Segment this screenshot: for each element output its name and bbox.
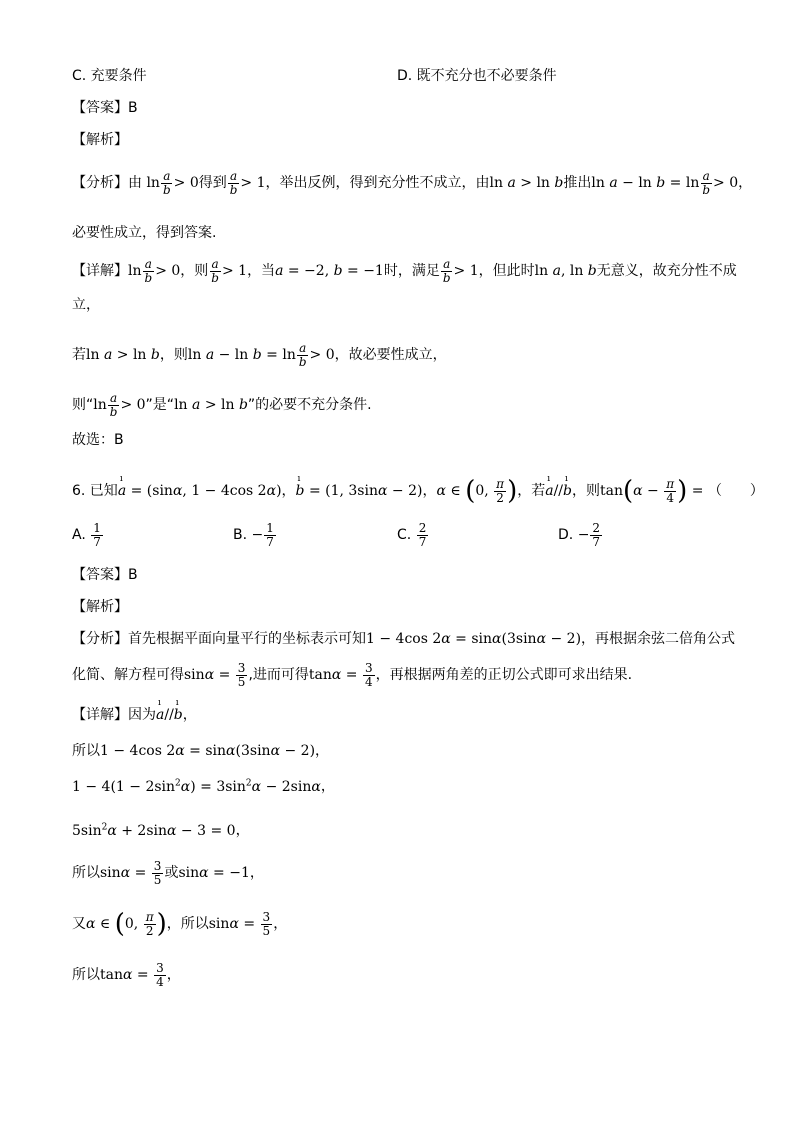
q6-stem: 6. 已知ı a = (sinα, 1 − 4cos 2α)，ı b = (1, 3sinα − 2)，α ∈ (0, $\frac{\pi}{2}$ )，若ı a//ı b，则tan(α − $\frac{\pi}{4}$ ) = （ ） — [72, 478, 764, 504]
fraction: $\frac{a}{b}$ — [229, 169, 238, 197]
q5-guxuan: 故选：B — [72, 432, 124, 448]
q5-jiexi-tag: 【解析】 — [72, 132, 128, 148]
q6-step-6: 所以tanα = $\frac{3}{4}$ ， — [72, 961, 181, 989]
q6-option-c: C. $\frac{2}{7}$ — [397, 521, 427, 549]
q5-answer: 【答案】B — [72, 100, 138, 116]
q6-step-4: 所以sinα = $\frac{3}{5}$ 或sinα = −1， — [72, 859, 264, 887]
math: ln — [146, 175, 160, 192]
q5-ruo: 若ln a > ln b，则ln a − ln b = ln $\frac{a}{b}$ > 0，故必要性成立， — [72, 341, 447, 369]
q6-fenxi: 【分析】首先根据平面向量平行的坐标表示可知1 − 4cos 2α = sinα(3sinα − 2)，再根据余弦二倍角公式 — [72, 631, 736, 647]
q5-xiangjie: 【详解】ln $\frac{a}{b}$ > 0，则 $\frac{a}{b}$ > 1，当a = −2, b = −1时，满足 $\frac{a}{b}$ > 1，但此时ln a, ln b无意义，故充分性不成 — [72, 257, 737, 285]
q6-jiexi-tag: 【解析】 — [72, 599, 128, 615]
q5-fenxi: 【分析】由 ln $\frac{a}{b}$ > 0得到 $\frac{a}{b}$ > 1，举出反例，得到充分性不成立，由ln a > ln b推出ln a − ln b = ln $\frac{a}{b}$ > 0， — [72, 169, 753, 197]
answer-tag: 【答案】 — [72, 100, 128, 116]
fraction: $\frac{a}{b}$ — [162, 169, 171, 197]
q6-option-a: A. $\frac{1}{7}$ — [72, 521, 101, 549]
q6-fenxi-line2: 化简、解方程可得sinα = $\frac{3}{5}$ ,进而可得tanα = $\frac{3}{4}$ ，再根据两角差的正切公式即可求出结果. — [72, 661, 633, 689]
q6-step-2: $1 - 4(1 - 2\sin^2\alpha) = 3\sin^2\alpha - 2\sin\alpha$， — [72, 778, 335, 795]
q6-option-d: D. − $\frac{2}{7}$ — [558, 521, 601, 549]
q5-ze: 则“ln $\frac{a}{b}$ > 0”是“ln a > ln b”的必要不充分条件. — [72, 391, 372, 419]
q6-xiangjie: 【详解】因为ı a//ı b， — [72, 708, 197, 722]
q5-fenxi-line2: 必要性成立，得到答案. — [72, 225, 217, 241]
q6-step-3: $5\sin^2\alpha + 2\sin\alpha - 3 = 0$， — [72, 822, 250, 839]
option-d: D. 既不充分也不必要条件 — [397, 68, 557, 84]
fraction: $\frac{a}{b}$ — [702, 169, 711, 197]
q6-step-5: 又α ∈ (0, $\frac{\pi}{2}$ )，所以sinα = $\frac{3}{5}$ ， — [72, 909, 288, 940]
q5-xiangjie-line2: 立， — [72, 297, 100, 313]
q6-step-1: 所以1 − 4cos 2α = sinα(3sinα − 2)， — [72, 743, 330, 759]
q6-answer: 【答案】B — [72, 567, 138, 583]
option-c: C. 充要条件 — [72, 68, 147, 84]
q6-option-b: B. − $\frac{1}{7}$ — [233, 521, 274, 549]
